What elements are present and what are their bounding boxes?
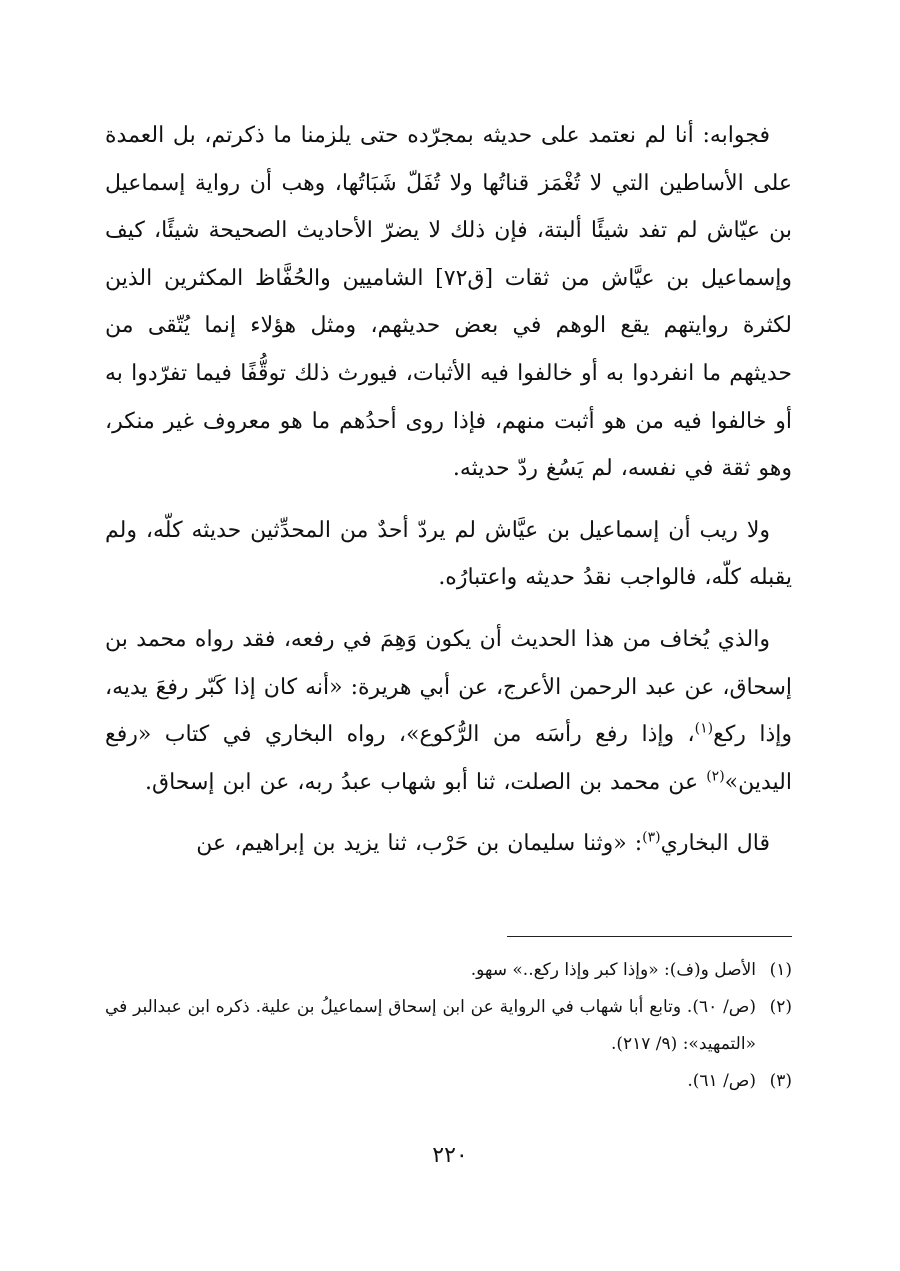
paragraph-4-text-a: قال البخاري	[660, 831, 770, 857]
footnote-ref-2[interactable]: (٢)	[706, 768, 725, 785]
paragraph-1-text: فجوابه: أنا لم نعتمد على حديثه بمجرّده حتى يلزمنا ما ذكرتم، بل العمدة على الأساطين التي لا تُغْمَز قناتُها ولا تُفَلّ شَبَاتُها، وهب أن رواية إسماعيل بن عيّاش لم تفد شيئًا ألبتة، فإن ذلك لا يضرّ الأحاديث الصحيحة شيئًا، كيف وإسماعيل بن عيَّاش من ثقات [ق٧٢] الشاميين والحُفَّاظ المكثرين الذين لكثرة روايتهم يقع الوهم في بعض حديثهم، ومثل هؤلاء إنما يُتّقى من حديثهم ما انفردوا به أو خالفوا فيه الأثبات، فيورث ذلك توقُّفًا فيما تفرّدوا به أو خالفوا فيه من هو أثبت منهم، فإذا روى أحدُهم ما هو معروف غير منكر، وهو ثقة في نفسه، لم يَسُغ ردّ حديثه.	[105, 123, 792, 482]
paragraph-3-text-c: عن محمد بن الصلت، ثنا أبو شهاب عبدُ ربه، عن ابن إسحاق.	[145, 769, 707, 795]
paragraph-4	[105, 820, 792, 868]
footnote-ref-1[interactable]: (١)	[694, 720, 714, 737]
paragraph-3-text-b: ، وإذا رفع رأسَه من الرُّكوع»، رواه البخاري في كتاب «رفع اليدين»	[105, 722, 792, 795]
footnote-2-number: (٢)	[769, 997, 792, 1017]
footnote-3	[105, 1063, 792, 1100]
footnote-2-text: (ص/ ٦٠). وتابع أبا شهاب في الرواية عن ابن إسحاق إسماعيلُ بن علية. ذكره ابن عبدالبر في «التمهيد»: (٩/ ٢١٧).	[105, 997, 756, 1054]
footnote-3-text: (ص/ ٦١).	[687, 1071, 756, 1091]
footnote-1	[105, 952, 792, 989]
paragraph-3-text-a: والذي يُخاف من هذا الحديث أن يكون وَهِمَ في رفعه، فقد رواه محمد بن إسحاق، عن عبد الرحمن الأعرج، عن أبي هريرة: «أنه كان إذا كَبّر رفعَ يديه، وإذا ركع	[105, 626, 792, 748]
footnote-1-number: (١)	[769, 960, 792, 980]
footnotes	[105, 952, 792, 1100]
page-number: ٢٢٠	[432, 1143, 468, 1168]
paragraph-3	[105, 616, 792, 806]
footnote-2	[105, 989, 792, 1063]
paragraph-4-text-b: : «وثنا سليمان بن حَرْب، ثنا يزيد بن إبراهيم، عن	[196, 831, 643, 857]
paragraph-2	[105, 507, 792, 602]
paragraph-2-text: ولا ريب أن إسماعيل بن عيَّاش لم يردّ أحدٌ من المحدِّثين حديثه كلّه، ولم يقبله كلّه، فالواجب نقدُ حديثه واعتبارُه.	[105, 517, 792, 591]
paragraph-1	[105, 112, 792, 493]
footnote-3-number: (٣)	[769, 1071, 792, 1091]
footnote-ref-3[interactable]: (٣)	[642, 829, 661, 846]
footnote-1-text: الأصل و(ف): «وإذا كبر وإذا ركع..» سهو.	[470, 960, 756, 980]
main-text	[105, 112, 792, 868]
footnote-separator	[507, 936, 792, 937]
